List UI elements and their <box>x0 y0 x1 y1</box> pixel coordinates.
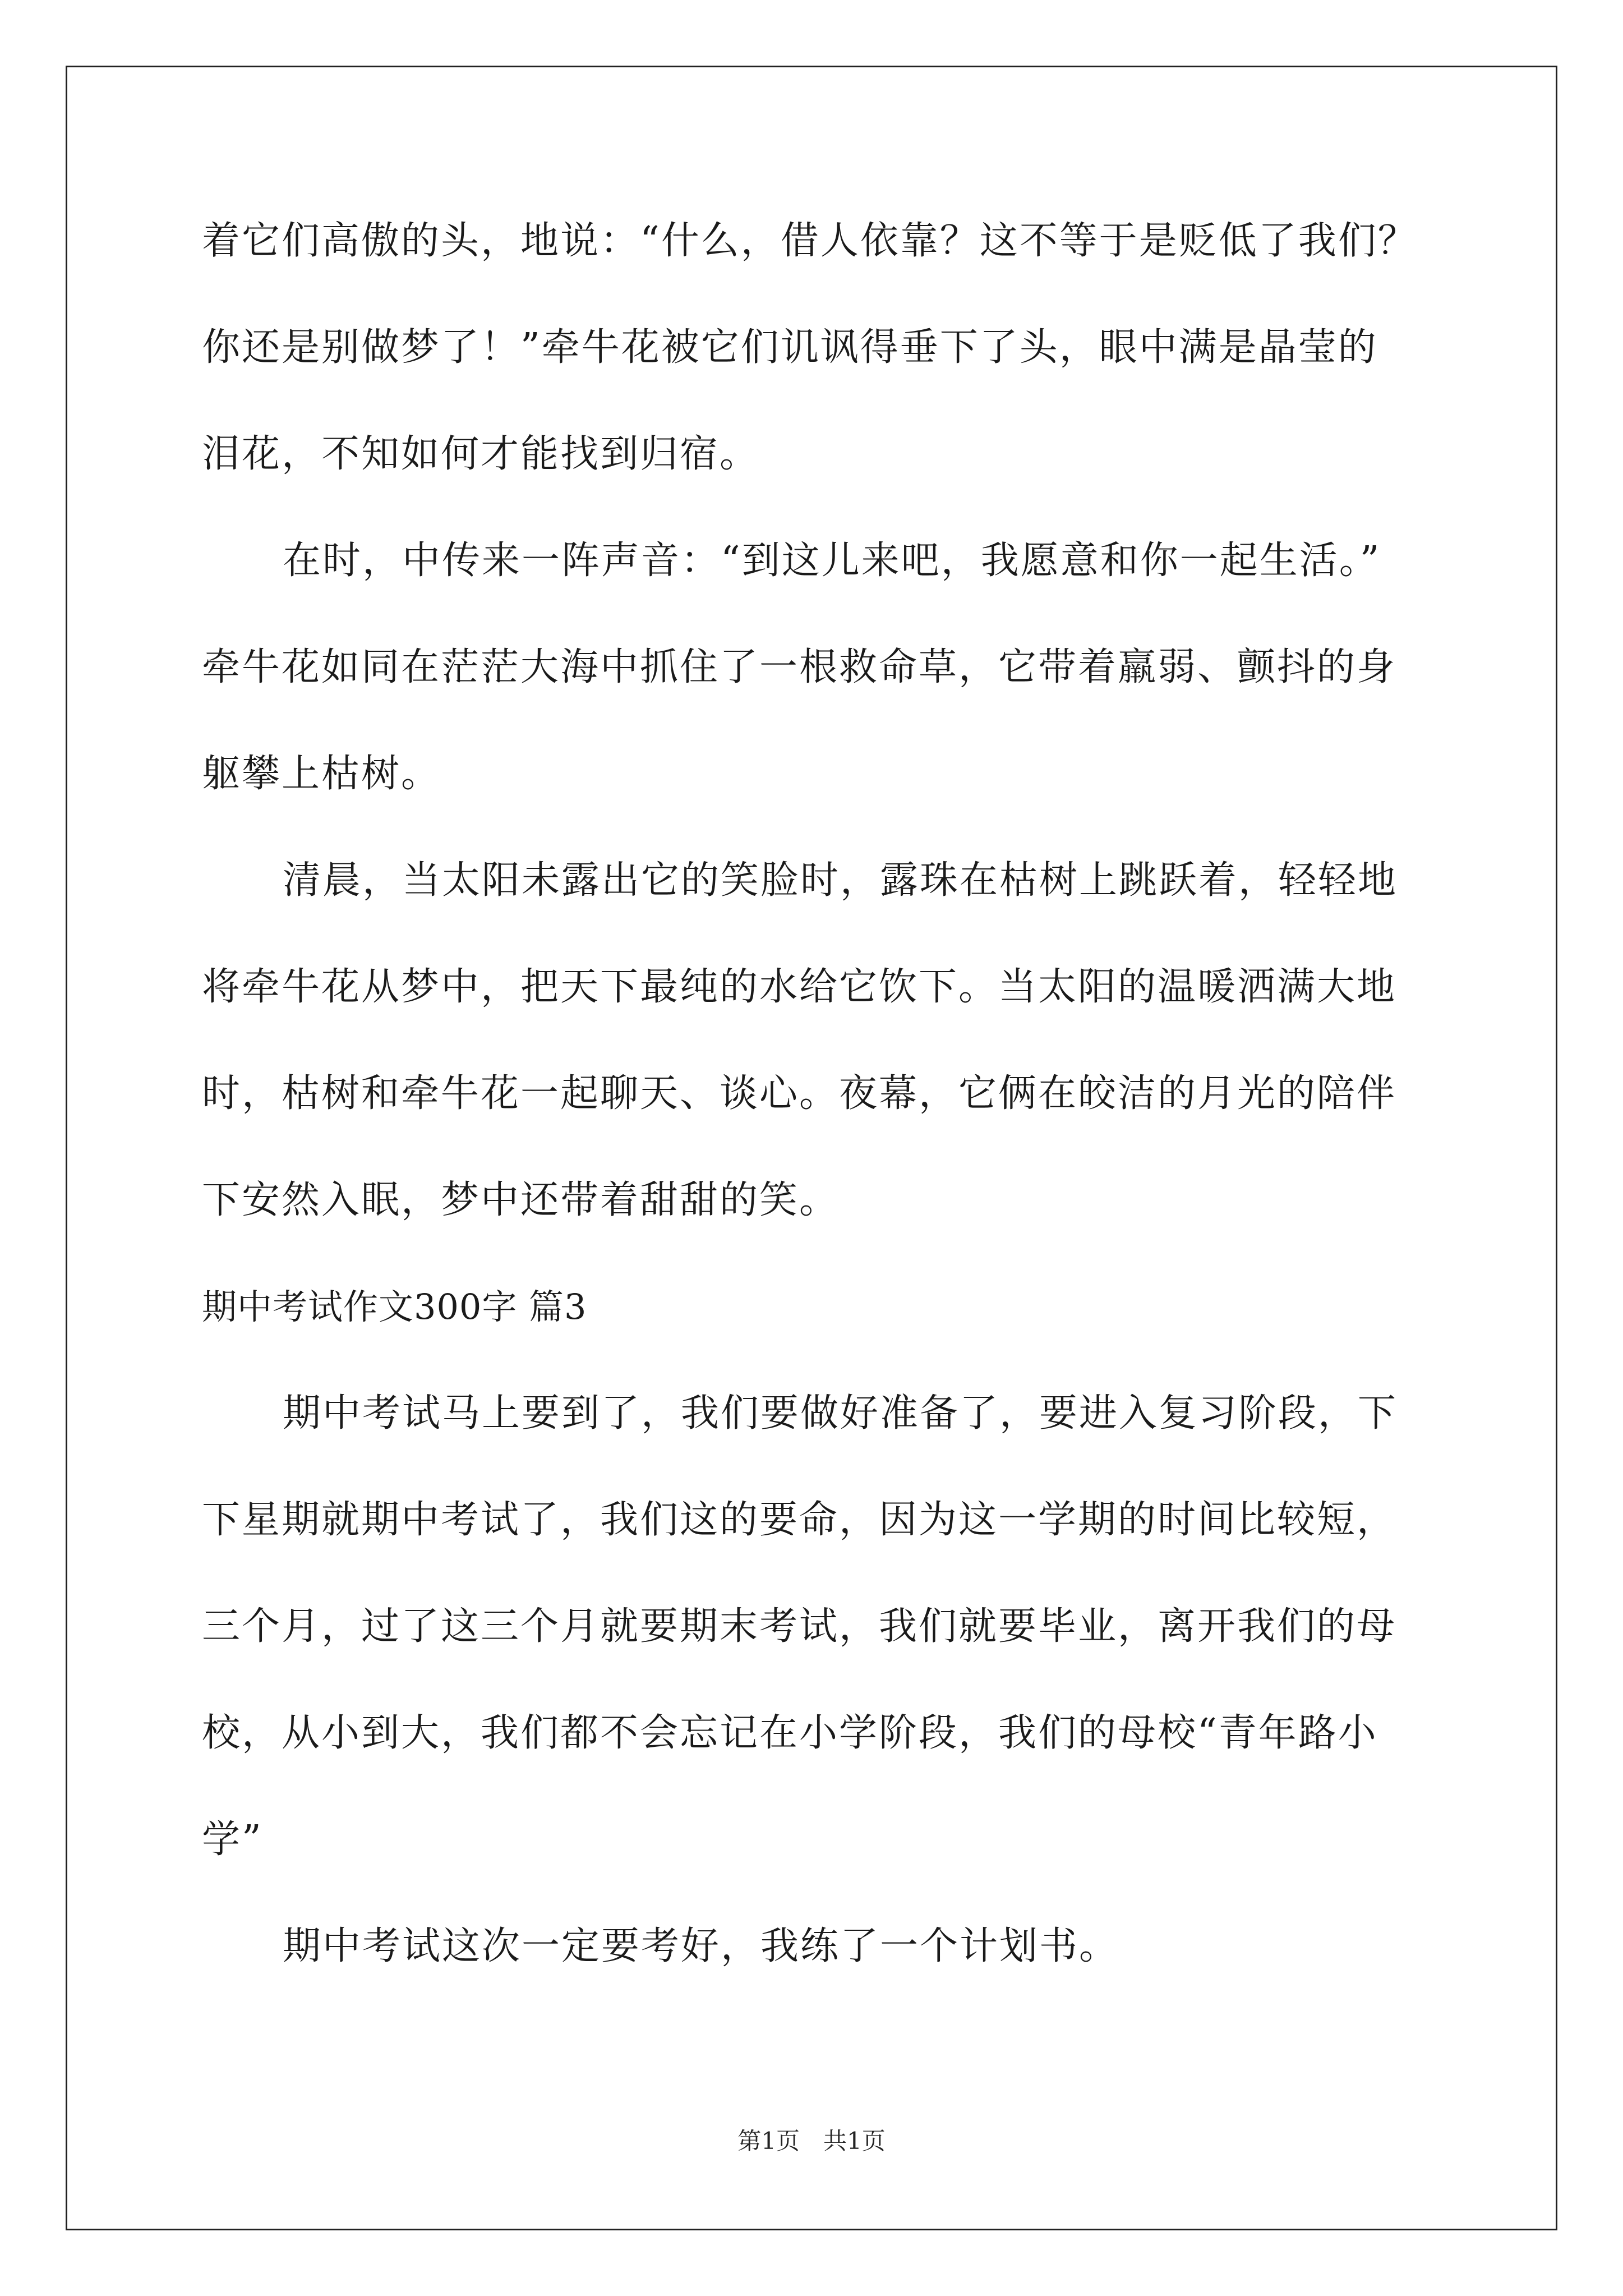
paragraph-start: 期中考试马上要到了，我们要做好准备了，要进入复习阶段，下 <box>283 1391 1398 1435</box>
section-heading: 期中考试作文300字 篇3 <box>202 1286 587 1327</box>
text-line: 着它们高傲的头，地说：“什么，借人依靠？这不等于是贬低了我们？ <box>202 219 1418 263</box>
text-line: 躯攀上枯树。 <box>202 752 441 796</box>
text-line: 下安然入眠，梦中还带着甜甜的笑。 <box>202 1178 840 1222</box>
text-line: 将牵牛花从梦中，把天下最纯的水给它饮下。当太阳的温暖洒满大地 <box>202 965 1397 1009</box>
text-line: 三个月，过了这三个月就要期末考试，我们就要毕业，离开我们的母 <box>202 1604 1397 1649</box>
text-line: 时，枯树和牵牛花一起聊天、谈心。夜幕，它俩在皎洁的月光的陪伴 <box>202 1071 1397 1116</box>
text-line: 牵牛花如同在茫茫大海中抓住了一根救命草，它带着羸弱、颤抖的身 <box>202 645 1397 689</box>
paragraph-start: 清晨，当太阳未露出它的笑脸时，露珠在枯树上跳跃着，轻轻地 <box>283 858 1398 903</box>
text-line: 下星期就期中考试了，我们这的要命，因为这一学期的时间比较短， <box>202 1498 1397 1542</box>
paragraph-start: 在时，中传来一阵声音：“到这儿来吧，我愿意和你一起生活。” <box>283 539 1381 583</box>
text-line: 学” <box>202 1818 263 1862</box>
paragraph-start: 期中考试这次一定要考好，我练了一个计划书。 <box>283 1924 1119 1968</box>
text-line: 校，从小到大，我们都不会忘记在小学阶段，我们的母校“青年路小 <box>202 1711 1378 1755</box>
text-line: 你还是别做梦了！”牵牛花被它们讥讽得垂下了头，眼中满是晶莹的 <box>202 325 1378 370</box>
page-footer: 第1页 共1页 <box>737 2127 886 2155</box>
page-border <box>66 66 1557 2230</box>
text-line: 泪花，不知如何才能找到归宿。 <box>202 432 760 476</box>
